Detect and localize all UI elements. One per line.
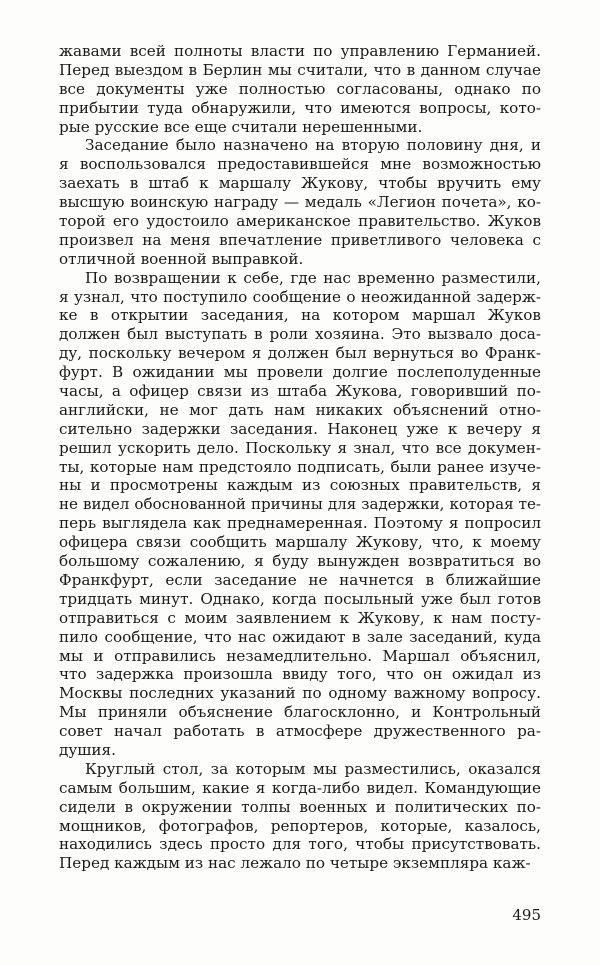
text-line: находились здесь просто для того, чтобы присутствовать.	[59, 835, 541, 854]
text-line: не видел обоснованной причины для задержки, которая те-	[59, 495, 541, 514]
paragraph	[59, 269, 541, 760]
text-line: мы и отправились незамедлительно. Маршал объяснил,	[59, 646, 541, 665]
text-line: произвел на меня впечатление приветливого человека с	[59, 230, 541, 249]
body-text	[59, 42, 541, 873]
text-line: высшую воинскую награду — медаль «Легион почета», ко-	[59, 193, 541, 212]
text-line: жавами всей полноты власти по управлению Германией.	[59, 42, 541, 60]
text-line: рые русские все еще считали нерешенными.	[59, 117, 423, 136]
paragraph	[59, 42, 541, 136]
paragraph	[59, 760, 541, 873]
text-line: Мы приняли объяснение благосклонно, и Контрольный	[59, 703, 541, 722]
text-line: перь выглядела как преднамеренная. Поэтому я попросил	[59, 514, 541, 533]
text-line: торой его удостоило американское правительство. Жуков	[59, 212, 541, 231]
text-line: мощников, фотографов, репортеров, которые, казалось,	[59, 816, 541, 835]
text-line: Заседание было назначено на вторую половину дня, и	[85, 136, 541, 155]
text-line: Москвы последних указаний по одному важному вопросу.	[59, 684, 541, 703]
text-line: прибытии туда обнаружили, что имеются вопросы, кото-	[59, 98, 541, 117]
text-line: Франкфурт, если заседание не начнется в ближайшие	[59, 570, 541, 589]
text-line: самым большим, какие я когда-либо видел. Командующие	[59, 778, 541, 797]
paragraph	[59, 136, 541, 268]
text-line: заехать в штаб к маршалу Жукову, чтобы вручить ему	[59, 174, 541, 193]
text-line: ны и просмотрены каждым из союзных правительств, я	[59, 476, 541, 495]
text-line: душия.	[59, 740, 116, 759]
text-line: По возвращении к себе, где нас временно разместили,	[85, 268, 541, 287]
page-number: 495	[512, 906, 541, 924]
text-line: отправиться с моим заявлением к Жукову, к нам посту-	[59, 608, 541, 627]
text-line: ты, которые нам предстояло подписать, были ранее изуче-	[59, 457, 541, 476]
text-line: тридцать минут. Однако, когда посыльный уже был готов	[59, 589, 541, 608]
text-line: Перед каждым из нас лежало по четыре экземпляра каж-	[59, 854, 531, 873]
text-line: офицера связи сообщить маршалу Жукову, что, к моему	[59, 533, 541, 552]
text-line: пило сообщение, что нас ожидают в зале заседаний, куда	[59, 627, 541, 646]
text-line: я воспользовался предоставившейся мне возможностью	[59, 155, 541, 174]
text-line: сительно задержки заседания. Наконец уже к вечеру я	[59, 419, 541, 438]
text-line: решил ускорить дело. Поскольку я знал, что все докумен-	[59, 438, 541, 457]
text-line: сидели в окружении толпы военных и политических по-	[59, 797, 541, 816]
text-line: все документы уже полностью согласованы, однако по	[59, 79, 541, 98]
text-line: отличной военной выправкой.	[59, 249, 304, 268]
text-line: я узнал, что поступило сообщение о неожиданной задерж-	[59, 287, 541, 306]
text-line: ке в открытии заседания, на котором маршал Жуков	[59, 306, 541, 325]
text-line: что задержка произошла ввиду того, что он ожидал из	[59, 665, 541, 684]
text-line: ду, поскольку вечером я должен был вернуться во Франк-	[59, 344, 541, 363]
text-line: Круглый стол, за которым мы разместились, оказался	[85, 759, 541, 778]
text-line: должен был выступать в роли хозяина. Это вызвало доса-	[59, 325, 541, 344]
text-line: английски, не мог дать нам никаких объяснений отно-	[59, 400, 541, 419]
text-line: Перед выездом в Берлин мы считали, что в данном случае	[59, 60, 541, 79]
text-line: часы, а офицер связи из штаба Жукова, говоривший по-	[59, 382, 541, 401]
text-line: большому сожалению, я буду вынужден возвратиться во	[59, 552, 541, 571]
text-line: фурт. В ожидании мы провели долгие послеполуденные	[59, 363, 541, 382]
text-line: совет начал работать в атмосфере дружественного ра-	[59, 722, 541, 741]
